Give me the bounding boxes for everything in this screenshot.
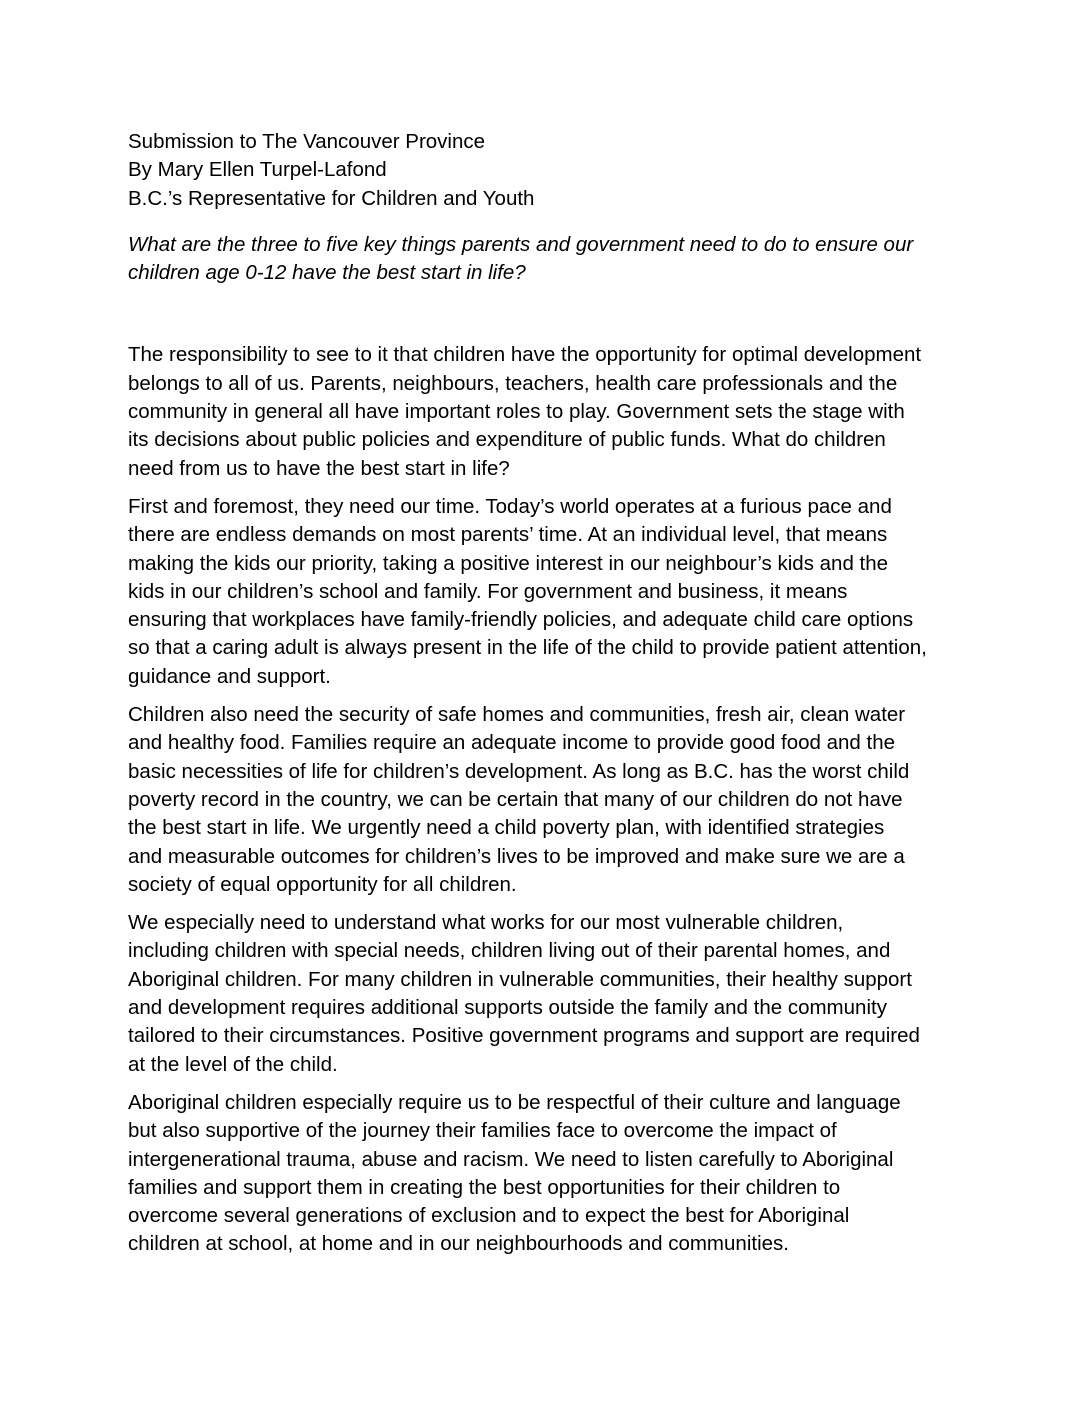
- text-line: Children also need the security of safe homes and communities, fresh air, clean water: [128, 703, 906, 727]
- document-page: [128, 128, 968, 1269]
- question-line: What are the three to five key things parents and government need to do to ensure our: [128, 232, 914, 256]
- text-line: making the kids our priority, taking a positive interest in our neighbour’s kids and the: [128, 551, 889, 575]
- question-heading: [128, 231, 968, 288]
- text-line: need from us to have the best start in life?: [128, 456, 510, 480]
- text-line: so that a caring adult is always present in the life of the child to provide patient attention,: [128, 636, 927, 660]
- text-line: belongs to all of us. Parents, neighbours, teachers, health care professionals and the: [128, 371, 898, 395]
- document-header: [128, 128, 968, 213]
- paragraph-vulnerable-children: [128, 909, 968, 1079]
- text-line: community in general all have important roles to play. Government sets the stage with: [128, 400, 905, 424]
- text-line: its decisions about public policies and expenditure of public funds. What do children: [128, 428, 886, 452]
- text-line: children at school, at home and in our neighbourhoods and communities.: [128, 1232, 789, 1256]
- text-line: overcome several generations of exclusion and to expect the best for Aboriginal: [128, 1204, 850, 1228]
- text-line: intergenerational trauma, abuse and racism. We need to listen carefully to Aboriginal: [128, 1147, 894, 1171]
- paragraph-aboriginal-children: [128, 1089, 968, 1259]
- text-line: The responsibility to see to it that children have the opportunity for optimal development: [128, 343, 922, 367]
- author-line: By Mary Ellen Turpel-Lafond: [128, 158, 387, 182]
- text-line: ensuring that workplaces have family-friendly policies, and adequate child care options: [128, 608, 914, 632]
- text-line: but also supportive of the journey their families face to overcome the impact of: [128, 1119, 837, 1143]
- text-line: the best start in life. We urgently need a child poverty plan, with identified strategies: [128, 816, 885, 840]
- text-line: Aboriginal children especially require us to be respectful of their culture and language: [128, 1090, 901, 1114]
- text-line: We especially need to understand what works for our most vulnerable children,: [128, 911, 844, 935]
- author-role: B.C.’s Representative for Children and Youth: [128, 186, 535, 210]
- text-line: Aboriginal children. For many children in vulnerable communities, their healthy support: [128, 967, 912, 991]
- text-line: including children with special needs, children living out of their parental homes, and: [128, 939, 891, 963]
- document-body: [128, 341, 968, 1258]
- text-line: basic necessities of life for children’s development. As long as B.C. has the worst child: [128, 759, 910, 783]
- text-line: and healthy food. Families require an adequate income to provide good food and the: [128, 731, 895, 755]
- text-line: at the level of the child.: [128, 1052, 338, 1076]
- text-line: guidance and support.: [128, 664, 331, 688]
- text-line: tailored to their circumstances. Positive government programs and support are required: [128, 1024, 920, 1048]
- text-line: and development requires additional supports outside the family and the community: [128, 996, 887, 1020]
- text-line: poverty record in the country, we can be certain that many of our children do not have: [128, 787, 903, 811]
- text-line: society of equal opportunity for all children.: [128, 872, 517, 896]
- text-line: families and support them in creating the best opportunities for their children to: [128, 1175, 841, 1199]
- paragraph-security: [128, 701, 968, 899]
- text-line: First and foremost, they need our time. Today’s world operates at a furious pace and: [128, 494, 892, 518]
- text-line: there are endless demands on most parents’ time. At an individual level, that means: [128, 523, 888, 547]
- paragraph-time: [128, 493, 968, 691]
- text-line: and measurable outcomes for children’s lives to be improved and make sure we are a: [128, 844, 905, 868]
- text-line: kids in our children’s school and family. For government and business, it means: [128, 579, 848, 603]
- question-line: children age 0-12 have the best start in life?: [128, 261, 526, 285]
- paragraph-responsibility: [128, 341, 968, 482]
- submission-title: Submission to The Vancouver Province: [128, 130, 486, 153]
